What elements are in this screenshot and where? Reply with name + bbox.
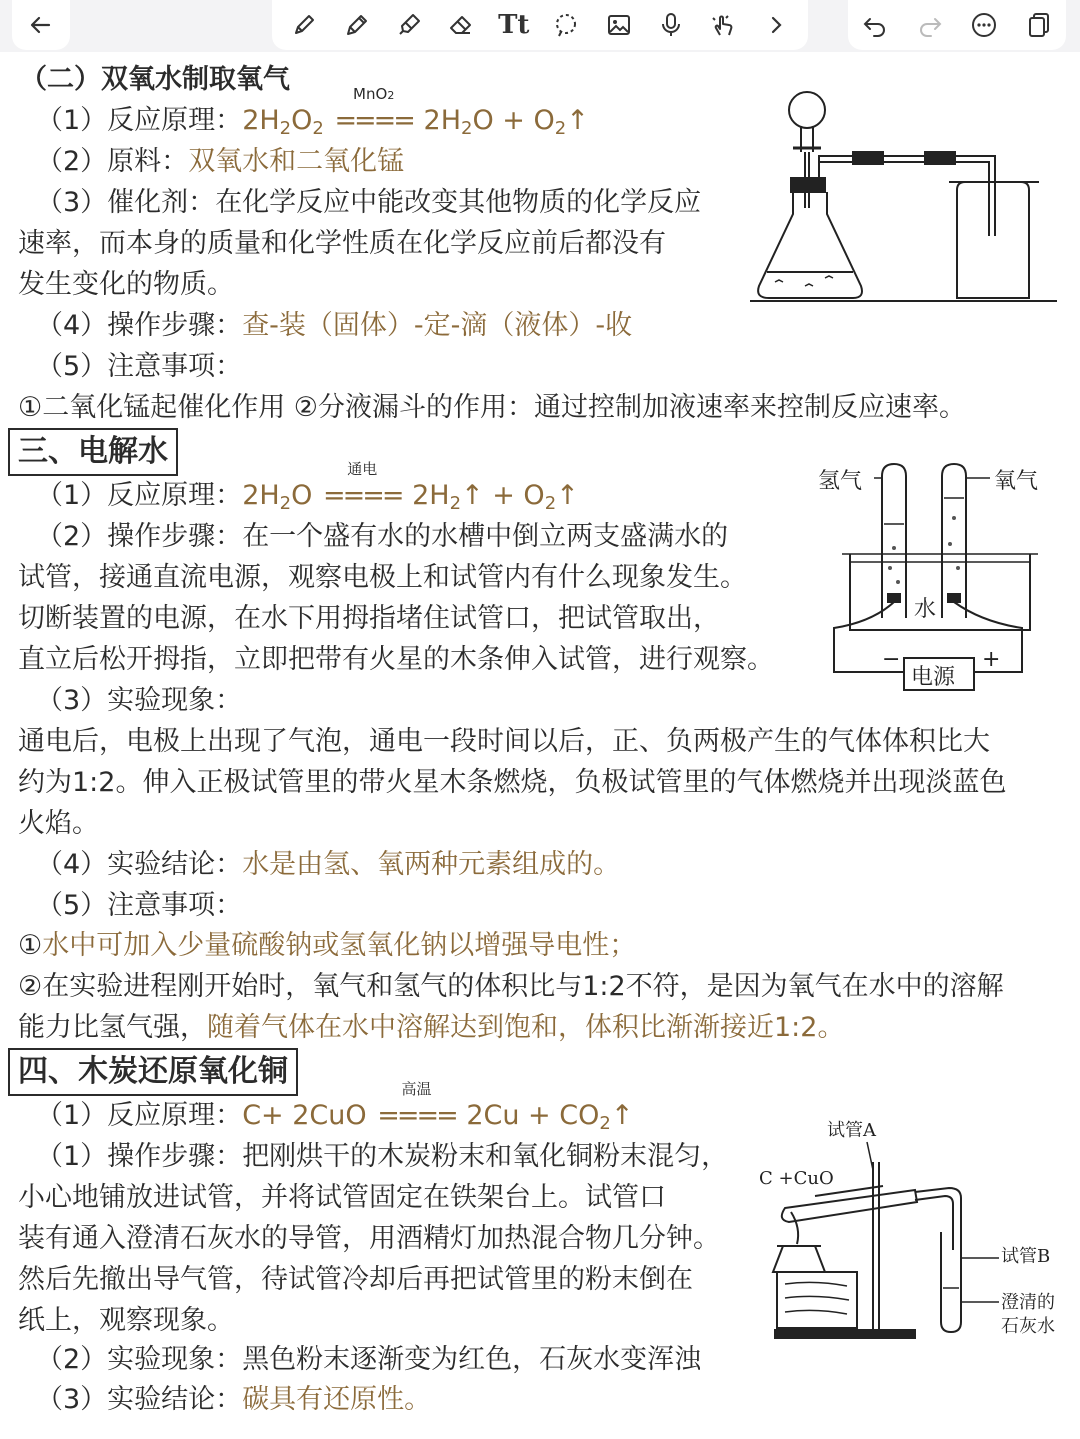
operation-steps-line-4: 直立后松开拇指，立即把带有火星的木条伸入试管，进行观察。 bbox=[18, 644, 774, 675]
operation-steps-line-2: 试管，接通直流电源，观察电极上和试管内有什么现象发生。 bbox=[18, 562, 747, 593]
notes-label: （5）注意事项： bbox=[36, 351, 243, 382]
phenomenon-line-1: 通电后，电极上出现了气泡，通电一段时间以后，正、负两极产生的气体体积比大 bbox=[18, 726, 990, 757]
operation-steps-line-3: 切断装置的电源，在水下用拇指堵住试管口，把试管取出， bbox=[18, 603, 720, 634]
undo-icon[interactable] bbox=[855, 5, 895, 45]
chemical-equation: $2H_2O_2$ MnO2 ==== $2H_2O$ + $O_2↑$ bbox=[242, 85, 589, 139]
power-label: 电源 bbox=[911, 665, 956, 690]
section-heading: （二）双氧水制取氧气 bbox=[20, 64, 290, 95]
oxygen-label: 氧气 bbox=[994, 469, 1039, 494]
pages-icon[interactable] bbox=[1019, 5, 1059, 45]
highlighter-icon[interactable] bbox=[389, 5, 429, 45]
positive-label: + bbox=[982, 647, 1001, 672]
conclusion: （4）实验结论：水是由氢、氧两种元素组成的。 bbox=[36, 849, 621, 880]
phenomenon-line-2: 约为1:2。伸入正极试管里的带火星木条燃烧，负极试管里的气体燃烧并出现淡蓝色 bbox=[18, 767, 1007, 798]
tube-a-label: 试管A bbox=[827, 1120, 876, 1141]
toolbar-left bbox=[12, 0, 70, 50]
image-icon[interactable] bbox=[599, 5, 639, 45]
back-arrow-icon[interactable] bbox=[21, 5, 61, 45]
eraser-icon[interactable] bbox=[441, 5, 481, 45]
lasso-icon[interactable] bbox=[546, 5, 586, 45]
notes-line: ①二氧化锰起催化作用 ②分液漏斗的作用：通过控制加液速率来控制反应速率。 bbox=[18, 392, 966, 423]
operation-steps-line-4: 然后先撤出导气管，待试管冷却后再把试管里的粉末倒在 bbox=[18, 1264, 693, 1295]
water-label: 水 bbox=[914, 597, 937, 622]
operation-steps-line-5: 纸上，观察现象。 bbox=[18, 1305, 234, 1336]
reaction-principle: （1）反应原理：$2H_2O$ 通电 ==== $2H_2↑$ + $O_2↑$ bbox=[36, 460, 579, 514]
notes-line-3: 能力比氢气强，随着气体在水中溶解达到饱和，体积比渐渐接近1:2。 bbox=[18, 1012, 845, 1043]
notes-label: （5）注意事项： bbox=[36, 890, 243, 921]
phenomenon-line-3: 火焰。 bbox=[18, 808, 99, 839]
pen-icon[interactable] bbox=[284, 5, 324, 45]
more-icon[interactable] bbox=[964, 5, 1004, 45]
chemical-equation: C+ 2CuO 高温 ==== $2Cu + CO_2↑$ bbox=[242, 1080, 634, 1134]
catalyst-line-1: （3）催化剂：在化学反应中能改变其他物质的化学反应 bbox=[36, 187, 702, 218]
notes-line-1: ①水中可加入少量硫酸钠或氢氧化钠以增强导电性； bbox=[18, 930, 637, 961]
operation-steps-line-1: （2）操作步骤：在一个盛有水的水槽中倒立两支盛满水的 bbox=[36, 521, 729, 552]
microphone-icon[interactable] bbox=[651, 5, 691, 45]
phenomenon-label: （3）实验现象： bbox=[36, 685, 243, 716]
negative-label: − bbox=[882, 647, 901, 672]
raw-materials: （2）原料：双氧水和二氧化锰 bbox=[36, 146, 405, 177]
mixture-label: C +CuO bbox=[759, 1168, 834, 1189]
chevron-right-icon[interactable] bbox=[756, 5, 796, 45]
carbon-reduction-apparatus-figure bbox=[755, 1112, 1075, 1344]
touch-icon[interactable] bbox=[703, 5, 743, 45]
reaction-principle: （1）反应原理：C+ 2CuO 高温 ==== $2Cu + CO_2↑$ bbox=[36, 1080, 634, 1134]
electrolysis-apparatus-figure bbox=[812, 458, 1067, 698]
conclusion: （3）实验结论：碳具有还原性。 bbox=[36, 1384, 432, 1415]
section-title: 三、电解水 bbox=[8, 428, 178, 476]
reaction-principle: （1）反应原理：$2H_2O_2$ MnO2 ==== $2H_2O$ + $O_2↑$ bbox=[36, 85, 589, 139]
oxygen-generation-apparatus-figure bbox=[745, 86, 1065, 308]
toolbar-tools bbox=[272, 0, 808, 50]
redo-icon[interactable] bbox=[910, 5, 950, 45]
toolbar-right bbox=[848, 0, 1066, 50]
pencil-icon[interactable] bbox=[337, 5, 377, 45]
chemical-equation: $2H_2O$ 通电 ==== $2H_2↑$ + $O_2↑$ bbox=[242, 460, 579, 514]
notes-line-2: ②在实验进程刚开始时，氧气和氢气的体积比与1:2不符，是因为氧气在水中的溶解 bbox=[18, 971, 1004, 1002]
limewater-label-1: 澄清的 bbox=[1001, 1292, 1055, 1313]
catalyst-line-2: 速率，而本身的质量和化学性质在化学反应前后都没有 bbox=[18, 228, 666, 259]
operation-steps-line-3: 装有通入澄清石灰水的导管，用酒精灯加热混合物几分钟。 bbox=[18, 1223, 720, 1254]
tube-b-label: 试管B bbox=[1001, 1246, 1051, 1267]
operation-steps-line-1: （1）操作步骤：把刚烘干的木炭粉末和氧化铜粉末混匀， bbox=[36, 1141, 729, 1172]
limewater-label-2: 石灰水 bbox=[1001, 1316, 1055, 1337]
text-tool-icon[interactable]: Tt bbox=[498, 10, 530, 40]
phenomenon: （2）实验现象：黑色粉末逐渐变为红色，石灰水变浑浊 bbox=[36, 1344, 702, 1375]
section-title: 四、木炭还原氧化铜 bbox=[8, 1048, 298, 1096]
operation-steps-line-2: 小心地铺放进试管，并将试管固定在铁架台上。试管口 bbox=[18, 1182, 666, 1213]
catalyst-line-3: 发生变化的物质。 bbox=[18, 269, 234, 300]
operation-steps: （4）操作步骤：查-装（固体）-定-滴（液体）-收 bbox=[36, 310, 633, 341]
hydrogen-label: 氢气 bbox=[818, 469, 863, 494]
